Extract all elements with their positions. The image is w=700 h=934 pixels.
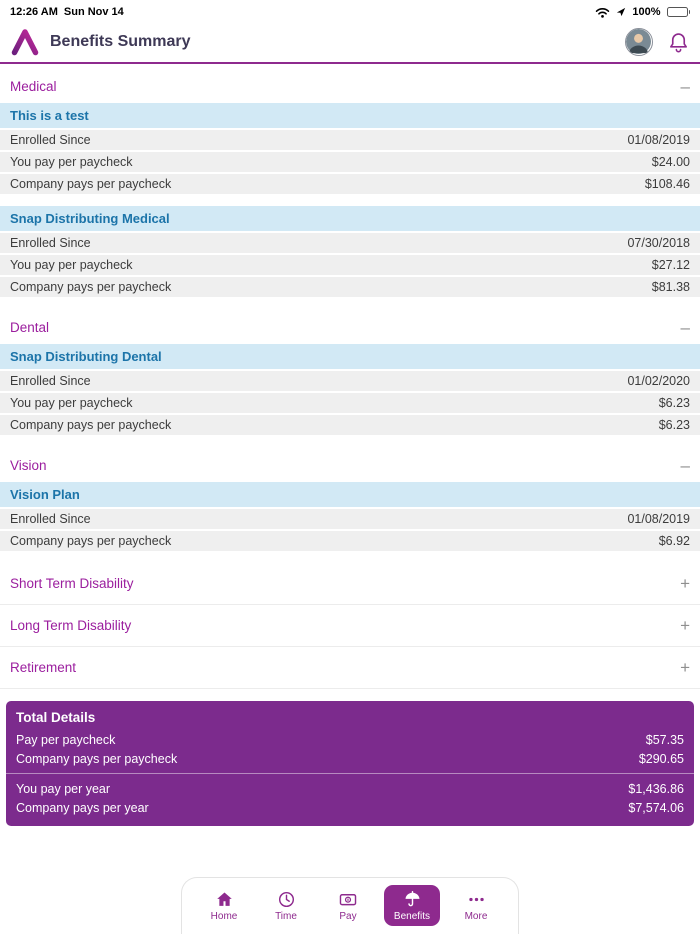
row-label: Company pays per paycheck bbox=[10, 418, 172, 432]
tab-benefits[interactable] bbox=[384, 885, 440, 926]
section-short-term-disability bbox=[0, 563, 700, 605]
row-value: $81.38 bbox=[651, 280, 690, 294]
section-retirement bbox=[0, 647, 700, 689]
wifi-icon bbox=[595, 7, 610, 18]
collapse-icon[interactable]: – bbox=[680, 317, 690, 337]
plan-row bbox=[0, 277, 700, 297]
plan-name: Snap Distributing Medical bbox=[0, 206, 700, 231]
total-row bbox=[6, 798, 694, 817]
row-value: $108.46 bbox=[644, 177, 690, 191]
sections bbox=[0, 64, 700, 689]
total-row bbox=[6, 779, 694, 798]
tab-pay[interactable] bbox=[322, 890, 374, 922]
status-right bbox=[595, 6, 690, 18]
tab-label: Home bbox=[210, 910, 238, 922]
row-value: 01/08/2019 bbox=[627, 512, 690, 526]
total-row-value: $1,436.86 bbox=[628, 781, 684, 796]
section-medical bbox=[0, 68, 700, 297]
total-row-value: $57.35 bbox=[645, 732, 684, 747]
total-row-label: Company pays per year bbox=[16, 800, 149, 815]
battery-icon bbox=[667, 7, 691, 17]
row-label: You pay per paycheck bbox=[10, 258, 133, 272]
tab-label: Benefits bbox=[393, 911, 431, 922]
plan-name: This is a test bbox=[0, 103, 700, 128]
plan-row bbox=[0, 531, 700, 551]
plan-card bbox=[0, 103, 700, 194]
row-label: You pay per paycheck bbox=[10, 155, 133, 169]
status-left bbox=[10, 6, 124, 18]
plan-row bbox=[0, 371, 700, 391]
app-header bbox=[0, 22, 700, 64]
tab-label: Time bbox=[275, 910, 297, 922]
collapse-icon[interactable]: – bbox=[680, 455, 690, 475]
total-row-label: You pay per year bbox=[16, 781, 111, 796]
tab-label: More bbox=[464, 910, 488, 922]
row-label: Enrolled Since bbox=[10, 374, 91, 388]
collapse-icon[interactable]: – bbox=[680, 76, 690, 96]
total-paycheck-rows bbox=[6, 730, 694, 768]
plan-card bbox=[0, 482, 700, 551]
tab-time[interactable] bbox=[260, 890, 312, 922]
plan-row bbox=[0, 393, 700, 413]
section-label: Vision bbox=[10, 458, 47, 473]
status-bar bbox=[0, 0, 700, 22]
total-divider bbox=[6, 773, 694, 774]
section-header-long-term-disability[interactable] bbox=[0, 605, 700, 647]
row-value: $6.23 bbox=[658, 418, 690, 432]
tab-bar-wrap bbox=[0, 877, 700, 934]
total-row-value: $7,574.06 bbox=[628, 800, 684, 815]
tab-label: Pay bbox=[339, 910, 357, 922]
brand-a-logo bbox=[10, 28, 40, 56]
row-value: $27.12 bbox=[651, 258, 690, 272]
total-row-label: Pay per paycheck bbox=[16, 732, 116, 747]
section-vision bbox=[0, 447, 700, 551]
total-title: Total Details bbox=[16, 710, 96, 725]
section-label: Dental bbox=[10, 320, 50, 335]
row-value: 01/08/2019 bbox=[627, 133, 690, 147]
bell-icon[interactable] bbox=[667, 31, 690, 54]
section-header-dental[interactable] bbox=[0, 309, 700, 344]
row-value: $6.92 bbox=[658, 534, 690, 548]
section-label: Retirement bbox=[10, 660, 77, 675]
plan-row bbox=[0, 255, 700, 275]
home-icon bbox=[215, 890, 234, 909]
section-label: Short Term Disability bbox=[10, 576, 134, 591]
plan-row bbox=[0, 130, 700, 150]
section-long-term-disability bbox=[0, 605, 700, 647]
plan-name: Snap Distributing Dental bbox=[0, 344, 700, 369]
tab-more[interactable] bbox=[450, 890, 502, 922]
section-label: Long Term Disability bbox=[10, 618, 132, 633]
section-header-retirement[interactable] bbox=[0, 647, 700, 689]
expand-icon[interactable]: + bbox=[680, 573, 690, 593]
status-date: Sun Nov 14 bbox=[63, 6, 124, 18]
row-label: Company pays per paycheck bbox=[10, 280, 172, 294]
plan-row bbox=[0, 415, 700, 435]
clock-icon bbox=[277, 890, 296, 909]
plan-row bbox=[0, 174, 700, 194]
row-label: Company pays per paycheck bbox=[10, 534, 172, 548]
plan-card bbox=[0, 344, 700, 435]
expand-icon[interactable]: + bbox=[680, 615, 690, 635]
status-time: 12:26 AM bbox=[10, 6, 58, 18]
plan-row bbox=[0, 233, 700, 253]
umbrella-icon bbox=[403, 890, 422, 909]
section-header-vision[interactable] bbox=[0, 447, 700, 482]
row-value: $24.00 bbox=[651, 155, 690, 169]
plan-row bbox=[0, 509, 700, 529]
plan-row bbox=[0, 152, 700, 172]
row-value: 01/02/2020 bbox=[627, 374, 690, 388]
total-row-label: Company pays per paycheck bbox=[16, 751, 178, 766]
row-value: $6.23 bbox=[658, 396, 690, 410]
row-value: 07/30/2018 bbox=[627, 236, 690, 250]
total-row bbox=[6, 749, 694, 768]
battery-percent: 100% bbox=[632, 6, 661, 18]
section-dental bbox=[0, 309, 700, 435]
avatar[interactable] bbox=[625, 28, 653, 56]
row-label: You pay per paycheck bbox=[10, 396, 133, 410]
row-label: Enrolled Since bbox=[10, 236, 91, 250]
total-year-rows bbox=[6, 779, 694, 817]
more-icon bbox=[467, 890, 486, 909]
location-arrow-icon bbox=[616, 7, 626, 17]
section-label: Medical bbox=[10, 79, 57, 94]
total-row bbox=[6, 730, 694, 749]
pay-icon bbox=[338, 890, 358, 909]
section-header-short-term-disability[interactable] bbox=[0, 563, 700, 605]
tab-bar bbox=[181, 877, 519, 934]
tab-home[interactable] bbox=[198, 890, 250, 922]
section-header-medical[interactable] bbox=[0, 68, 700, 103]
row-label: Company pays per paycheck bbox=[10, 177, 172, 191]
expand-icon[interactable]: + bbox=[680, 657, 690, 677]
page-title: Benefits Summary bbox=[50, 33, 191, 50]
row-label: Enrolled Since bbox=[10, 133, 91, 147]
plan-card bbox=[0, 206, 700, 297]
total-details-card bbox=[6, 701, 694, 826]
plan-name: Vision Plan bbox=[0, 482, 700, 507]
row-label: Enrolled Since bbox=[10, 512, 91, 526]
total-row-value: $290.65 bbox=[638, 751, 684, 766]
